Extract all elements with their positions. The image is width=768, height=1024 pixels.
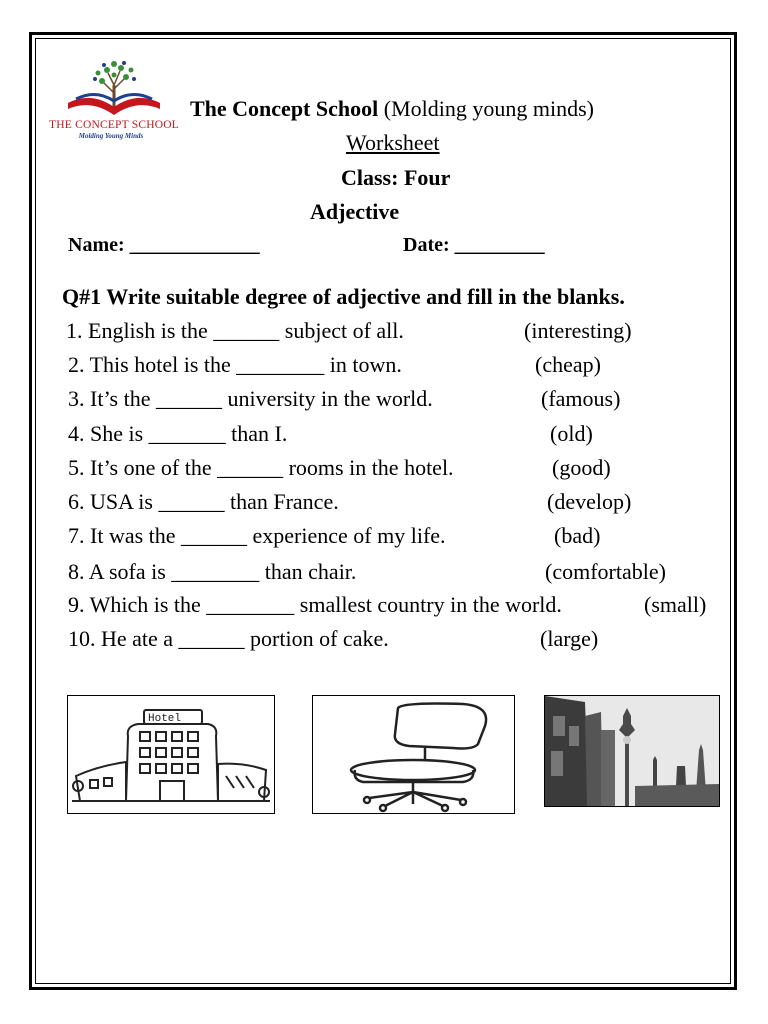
question-hint: (famous)	[541, 386, 621, 411]
question-hint: (cheap)	[535, 352, 601, 377]
question-item: 4. She is _______ than I.	[68, 421, 288, 446]
hotel-building-icon	[68, 696, 274, 813]
logo-school-name: THE CONCEPT SCHOOL	[49, 119, 179, 131]
london-big-ben-icon	[545, 696, 719, 806]
big-ben-photo	[544, 695, 720, 807]
question-item: 5. It’s one of the ______ rooms in the hotel.	[68, 455, 454, 480]
school-logo	[46, 55, 182, 145]
question-item: 7. It was the ______ experience of my life.	[68, 523, 446, 548]
question-hint: (small)	[644, 592, 707, 617]
question-hint: (interesting)	[524, 318, 632, 343]
hotel-sign-text: Hotel	[148, 713, 182, 725]
logo-tagline: Molding Young Minds	[78, 132, 144, 140]
question-item: 10. He ate a ______ portion of cake.	[68, 626, 389, 651]
worksheet-heading: Worksheet	[346, 130, 440, 155]
name-field: Name: _____________	[68, 234, 260, 256]
school-name: The Concept School	[190, 96, 379, 121]
chair-icon	[313, 696, 514, 813]
question-item: 1. English is the ______ subject of all.	[66, 318, 404, 343]
question-item: 3. It’s the ______ university in the world.	[68, 386, 433, 411]
question-hint: (large)	[540, 626, 599, 651]
question-hint: (comfortable)	[545, 559, 666, 584]
question-item: 2. This hotel is the ________ in town.	[68, 352, 402, 377]
date-field: Date: _________	[403, 234, 545, 256]
question-hint: (develop)	[547, 489, 632, 514]
class-label: Class: Four	[341, 165, 451, 190]
hotel-image	[67, 695, 275, 814]
logo-tree-book-icon	[46, 55, 182, 119]
question-item: 6. USA is ______ than France.	[68, 489, 339, 514]
school-motto: (Molding young minds)	[383, 96, 594, 121]
question-title: Q#1 Write suitable degree of adjective and fill in the blanks.	[62, 284, 625, 309]
chair-image	[312, 695, 515, 814]
question-hint: (good)	[552, 455, 611, 480]
school-title	[190, 96, 594, 122]
question-hint: (old)	[550, 421, 593, 446]
question-item: 9. Which is the ________ smallest country in the world.	[68, 592, 562, 617]
question-item: 8. A sofa is ________ than chair.	[68, 559, 357, 584]
topic-title: Adjective	[310, 199, 400, 224]
question-hint: (bad)	[554, 523, 601, 548]
